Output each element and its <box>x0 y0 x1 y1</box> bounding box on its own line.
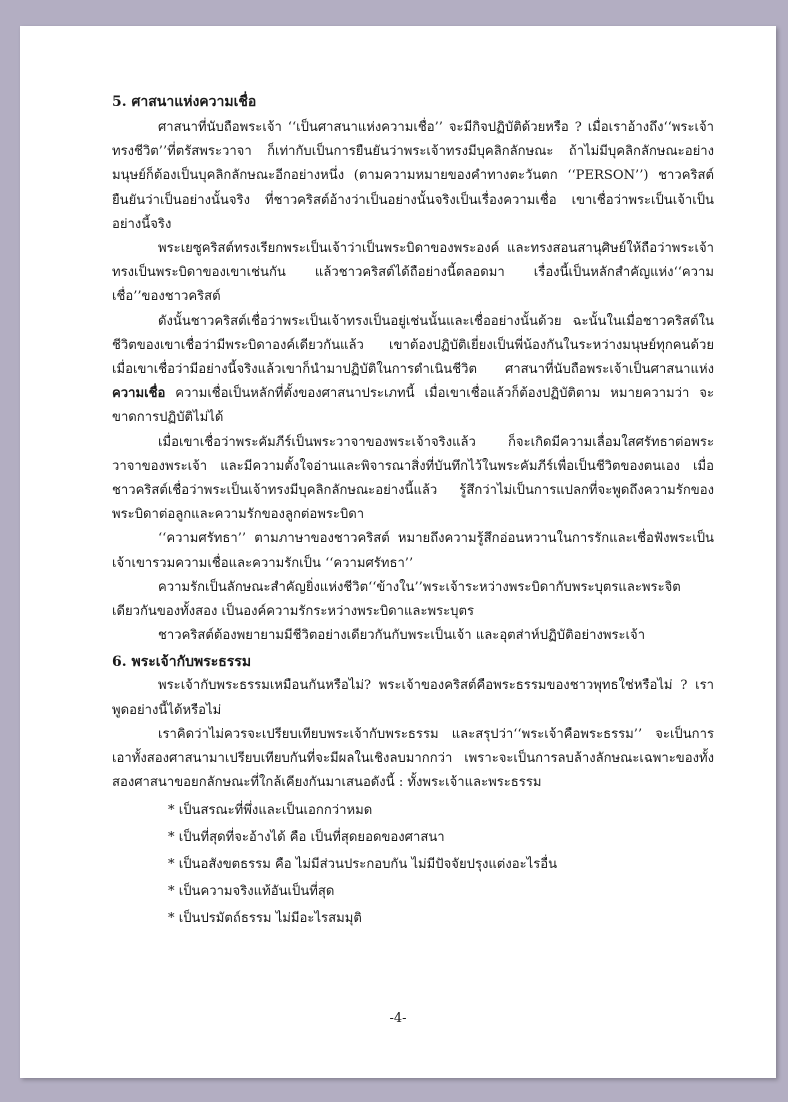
section-5-heading: 5. ศาสนาแห่งความเชื่อ <box>112 94 257 110</box>
paragraph-3-text-b: ความเชื่อเป็นหลักที่ตั้งของศาสนาประเภทนี้ เมื่อเขาเชื่อแล้วก็ต้องปฏิบัติตาม หมายความว่า จะขาดการปฏิบัติไม่ได้ <box>112 386 714 426</box>
section-5-paragraph-6: ความรักเป็นลักษณะสำคัญยิ่งแห่งชีวิต‘‘ข้างใน’’พระเจ้าระหว่างพระบิดากับพระบุตรและพระจิตเดียวกันของทั้งสอง เป็นองค์ความรักระหว่างพระบิดาและพระบุตร <box>112 579 681 620</box>
section-5-paragraph-4: เมื่อเขาเชื่อว่าพระคัมภีร์เป็นพระวาจาของพระเจ้าจริงแล้ว ก็จะเกิดมีความเลื่อมใสศรัทธาต่อพระวาจาของพระเจ้า และมีความตั้งใจอ่านและพิจารณาสิ่งที่บันทึกไว้ในพระคัมภีร์เพื่อเป็นชีวิตของตนเอง เมื่อชาวคริสต์เชื่อว่าพระเป็นเจ้าทรงมีบุคลิกลักษณะอย่างนี้แล้ว รู้สึกว่าไม่เป็นการแปลกที่จะพูดถึงความรักของพระบิดาต่อลูกและความรักของลูกต่อพระบิดา <box>112 434 714 523</box>
section-5-paragraph-1: ศาสนาที่นับถือพระเจ้า ‘‘เป็นศาสนาแห่งความเชื่อ’’ จะมีกิจปฏิบัติด้วยหรือ ? เมื่อเราอ้างถึง‘‘พระเจ้าทรงชีวิต’’ที่ตรัสพระวาจา ก็เท่ากับเป็นการยืนยันว่าพระเจ้าทรงมีบุคลิกลักษณะ ถ้าไม่มีบุคลิกลักษณะอย่างมนุษย์ก็ต้องเป็นบุคลิกลักษณะอีกอย่างหนึ่ง (ตามความหมายของคำทางตะวันตก ‘‘PERSON’’) ชาวคริสต์ยืนยันว่าเป็นอย่างนั้นจริง ที่ชาวคริสต์อ้างว่าเป็นอย่างนั้นจริงเป็นเรื่องความเชื่อ เขาเชื่อว่าพระเป็นเจ้าเป็นอย่างนี้จริง <box>112 120 714 232</box>
bold-term-faith: ความเชื่อ <box>112 386 166 402</box>
section-6-heading: 6. พระเจ้ากับพระธรรม <box>112 654 252 671</box>
section-5-paragraph-5: ‘‘ความศรัทธา’’ ตามภาษาของชาวคริสต์ หมายถึงความรู้สึกอ่อนหวานในการรักและเชื่อฟังพระเป็นเจ้าเขารวมความเชื่อและความรักเป็น ‘‘ความศรัทธา’’ <box>112 531 714 571</box>
list-item: * เป็นอสังขตธรรม คือ ไม่มีส่วนประกอบกัน ไม่มีปัจจัยปรุงแต่งอะไรอื่น <box>168 851 714 878</box>
list-item: * เป็นความจริงแท้อันเป็นที่สุด <box>168 878 714 905</box>
paragraph-3-text-a: ดังนั้นชาวคริสต์เชื่อว่าพระเป็นเจ้าทรงเป็นอยู่เช่นนั้นและเชื่ออย่างนั้นด้วย ฉะนั้นในเมื่อชาวคริสต์ในชีวิตของเขาเชื่อว่ามีพระบิดาองค์เดียวกันแล้ว เขาต้องปฏิบัติเยี่ยงเป็นพี่น้องกันในระหว่างมนุษย์ทุกคนด้วย เมื่อเขาเชื่อว่ามีอย่างนี้จริงแล้วเขาก็นำมาปฏิบัติในการดำเนินชีวิต ศาสนาที่นับถือพระเจ้าเป็นศาสนาแห่ง <box>112 313 714 378</box>
section-5-paragraph-3 <box>112 310 714 431</box>
attribute-list <box>112 797 714 932</box>
page-content <box>112 90 714 932</box>
section-6-paragraph-1: พระเจ้ากับพระธรรมเหมือนกันหรือไม่? พระเจ้าของคริสต์คือพระธรรมของชาวพุทธใช่หรือไม่ ? เราพูดอย่างนี้ได้หรือไม่ <box>112 678 714 718</box>
page-number: -4- <box>389 1011 407 1026</box>
list-item: * เป็นที่สุดที่จะอ้างได้ คือ เป็นที่สุดยอดของศาสนา <box>168 824 714 851</box>
section-5-paragraph-2: พระเยซูคริสต์ทรงเรียกพระเป็นเจ้าว่าเป็นพระบิดาของพระองค์ และทรงสอนสานุศิษย์ให้ถือว่าพระเจ้าทรงเป็นพระบิดาของเขาเช่นกัน แล้วชาวคริสต์ได้ถือย่างนี้ตลอดมา เรื่องนี้เป็นหลักสำคัญแห่ง‘‘ความเชื่อ’’ของชาวคริสต์ <box>112 241 714 305</box>
section-5-paragraph-7: ชาวคริสต์ต้องพยายามมีชีวิตอย่างเดียวกันกับพระเป็นเจ้า และอุตส่าห์ปฏิบัติอย่างพระเจ้า <box>158 628 646 644</box>
document-page <box>20 26 776 1078</box>
section-6-paragraph-2: เราคิดว่าไม่ควรจะเปรียบเทียบพระเจ้ากับพระธรรม และสรุปว่า‘‘พระเจ้าคือพระธรรม’’ จะเป็นการเอาทั้งสองศาสนามาเปรียบเทียบกันที่จะมีผลในเชิงลบมากกว่า เพราะจะเป็นการลบล้างลักษณะเฉพาะของทั้งสองศาสนาขอยกลักษณะที่ใกล้เคียงกันมาเสนอดังนี้ : ทั้งพระเจ้าและพระธรรม <box>112 726 714 791</box>
list-item: * เป็นปรมัตถ์ธรรม ไม่มีอะไรสมมุติ <box>168 905 714 932</box>
list-item: * เป็นสรณะที่พึ่งและเป็นเอกกว่าหมด <box>168 797 714 824</box>
